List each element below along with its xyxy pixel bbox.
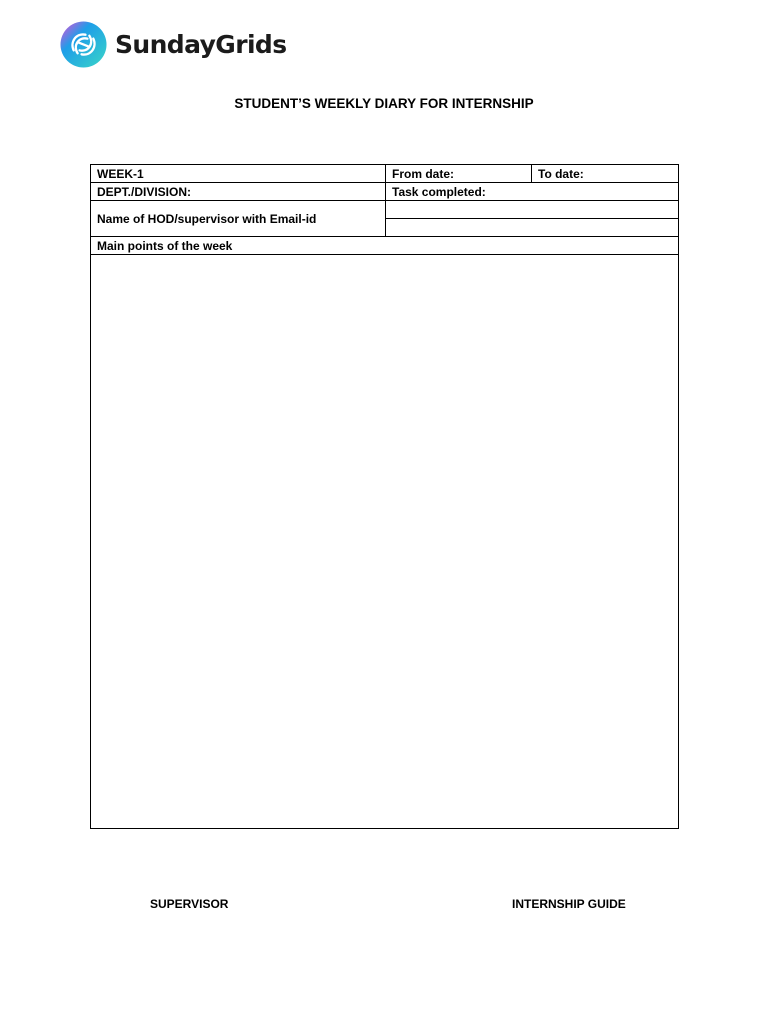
table-row-dept (91, 183, 679, 201)
hod-supervisor-label: Name of HOD/supervisor with Email-id (91, 201, 386, 237)
main-points-notes-area (91, 255, 679, 829)
sundaygrids-logo-icon (60, 21, 107, 68)
table-row-hod (91, 201, 679, 219)
from-date-label: From date: (386, 165, 532, 183)
table-row-week (91, 165, 679, 183)
to-date-label: To date: (532, 165, 679, 183)
brand-name: SundayGrids (115, 29, 287, 59)
task-completed-label: Task completed: (386, 183, 679, 201)
dept-division-label: DEPT./DIVISION: (91, 183, 386, 201)
table-row-main-points (91, 237, 679, 255)
brand-logo (60, 20, 287, 68)
hod-entry-cell-1 (386, 201, 679, 219)
document-title: STUDENT’S WEEKLY DIARY FOR INTERNSHIP (234, 96, 534, 111)
weekly-diary-table (90, 164, 679, 829)
main-points-label: Main points of the week (91, 237, 679, 255)
internship-guide-signature-label: INTERNSHIP GUIDE (512, 897, 626, 911)
hod-entry-cell-2 (386, 219, 679, 237)
table-row-notes (91, 255, 679, 829)
supervisor-signature-label: SUPERVISOR (150, 897, 229, 911)
week-label: WEEK-1 (91, 165, 386, 183)
